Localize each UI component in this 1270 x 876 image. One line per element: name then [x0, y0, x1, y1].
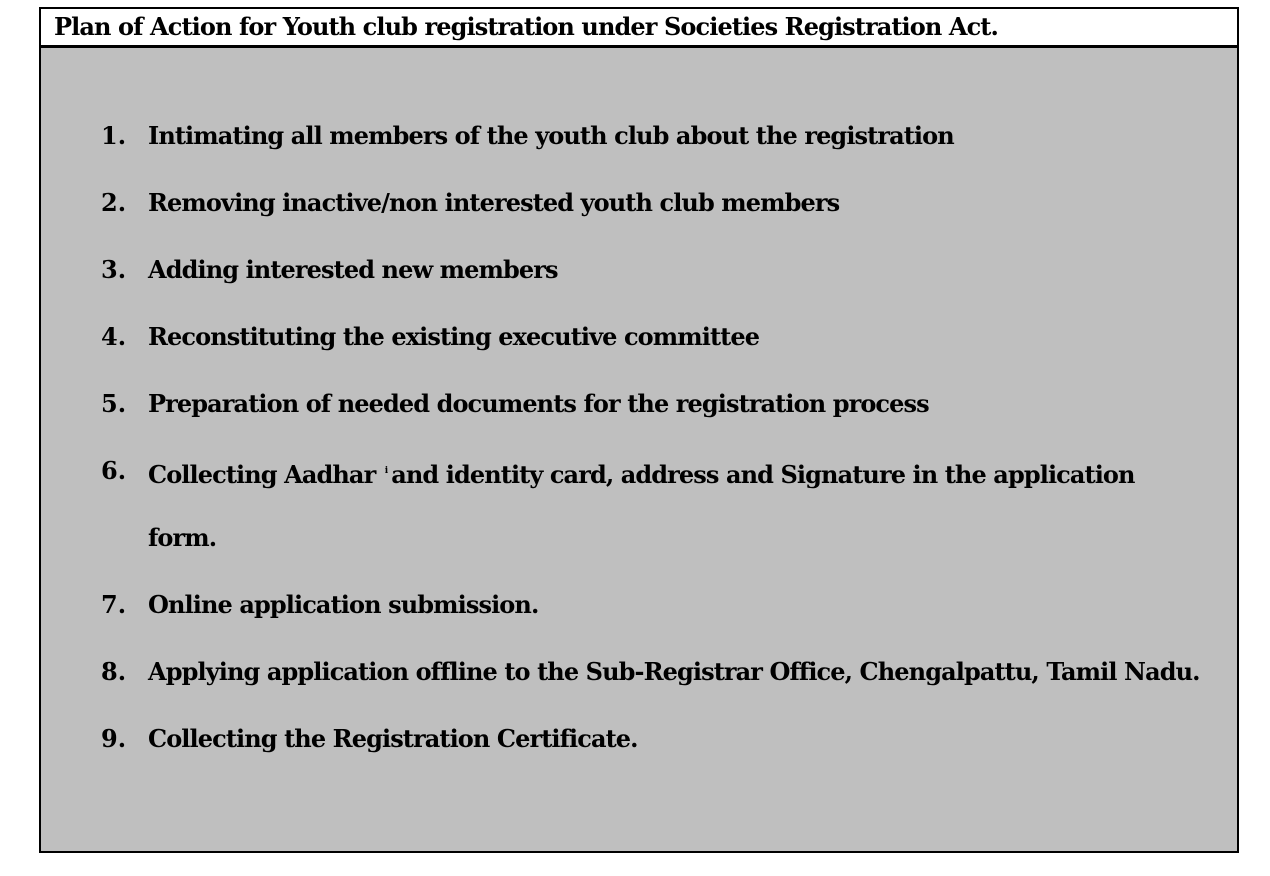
step-number: 5.: [101, 389, 127, 418]
step-text-part: and identity card, address and Signature in the application: [391, 460, 1135, 489]
step-text: Intimating all members of the youth club about the registration: [148, 121, 954, 150]
plan-of-action-box: [39, 7, 1239, 853]
step-text: [148, 455, 1135, 491]
step-text: Applying application offline to the Sub-Registrar Office, Chengalpattu, Tamil Nadu.: [148, 657, 1200, 686]
step-text-continuation: form.: [148, 523, 217, 552]
step-number: 4.: [101, 322, 127, 351]
step-number: 9.: [101, 724, 127, 753]
step-number: 7.: [101, 590, 127, 619]
step-text: Reconstituting the existing executive committee: [148, 322, 760, 351]
step-number: 1.: [101, 121, 127, 150]
step-number: 2.: [101, 188, 127, 217]
document-title: Plan of Action for Youth club registration under Societies Registration Act.: [54, 12, 998, 41]
step-text: Preparation of needed documents for the registration process: [148, 389, 929, 418]
step-text: Online application submission.: [148, 590, 539, 619]
title-bar: [41, 9, 1237, 48]
steps-panel: [41, 48, 1237, 851]
step-text: Removing inactive/non interested youth club members: [148, 188, 840, 217]
endnote-marker: i: [384, 466, 389, 476]
step-text: Adding interested new members: [148, 255, 558, 284]
step-number: 6.: [101, 456, 127, 485]
step-number: 3.: [101, 255, 127, 284]
step-text-part: Collecting Aadhar: [148, 460, 383, 489]
step-number: 8.: [101, 657, 127, 686]
step-text: Collecting the Registration Certificate.: [148, 724, 638, 753]
